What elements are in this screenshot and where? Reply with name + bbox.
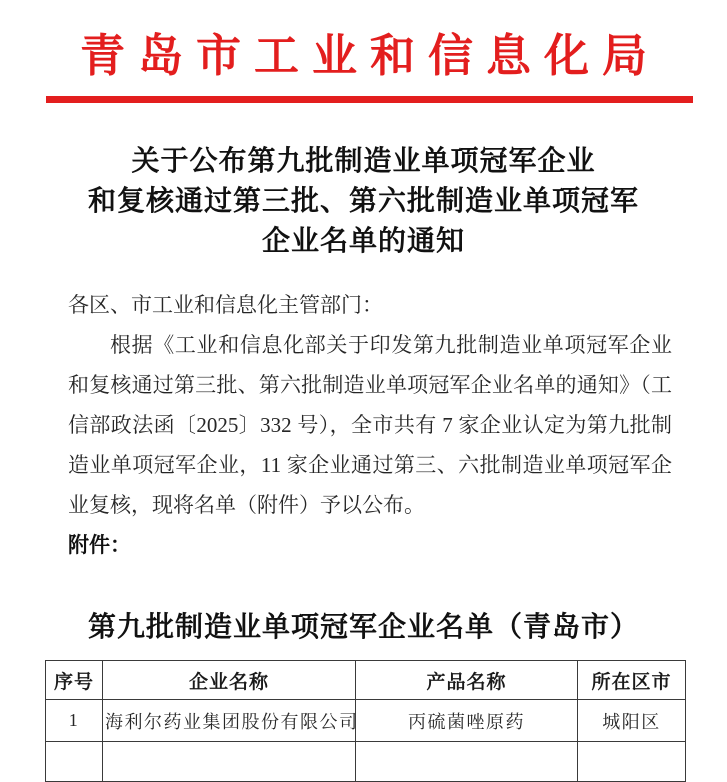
document-title-line-2: 和复核通过第三批、第六批制造业单项冠军 bbox=[87, 185, 639, 216]
masthead-double-rule bbox=[46, 96, 693, 103]
cell-product-name bbox=[356, 742, 578, 782]
paragraph-line: 业复核，现将名单（附件）予以公布。 bbox=[68, 493, 425, 517]
header-sequence: 序号 bbox=[46, 661, 103, 700]
paragraph-line: 信部政法函〔2025〕332 号），全市共有 7 家企业认定为第九批制 bbox=[68, 413, 672, 437]
header-company-name: 企业名称 bbox=[103, 661, 356, 700]
cell-district bbox=[578, 742, 686, 782]
table-row bbox=[46, 700, 686, 742]
cell-company-name: 海利尔药业集团股份有限公司 bbox=[103, 700, 356, 742]
attachment-title: 第九批制造业单项冠军企业名单（青岛市） bbox=[87, 611, 639, 642]
document-title-line-3: 企业名单的通知 bbox=[261, 225, 465, 256]
cell-company-name bbox=[103, 742, 356, 782]
header-product-name: 产品名称 bbox=[356, 661, 578, 700]
table-row-partial bbox=[46, 742, 686, 782]
cell-district: 城阳区 bbox=[578, 700, 686, 742]
document-title-line-1: 关于公布第九批制造业单项冠军企业 bbox=[131, 145, 596, 176]
salutation-line: 各区、市工业和信息化主管部门： bbox=[68, 293, 383, 317]
agency-masthead: 青岛市工业和信息化局 bbox=[79, 30, 660, 81]
cell-sequence bbox=[46, 742, 103, 782]
paragraph-line: 和复核通过第三批、第六批制造业单项冠军企业名单的通知》（工 bbox=[68, 373, 672, 397]
paragraph-line: 造业单项冠军企业，11 家企业通过第三、六批制造业单项冠军企 bbox=[68, 453, 672, 477]
header-district: 所在区市 bbox=[578, 661, 686, 700]
champion-enterprise-table bbox=[45, 660, 686, 782]
document-body bbox=[68, 285, 672, 565]
paragraph-line: 根据《工业和信息化部关于印发第九批制造业单项冠军企业 bbox=[110, 333, 672, 357]
document-title bbox=[0, 141, 727, 261]
cell-sequence: 1 bbox=[46, 700, 103, 742]
attachment-label: 附件： bbox=[68, 533, 131, 557]
table-header-row bbox=[46, 661, 686, 700]
document-page bbox=[0, 30, 727, 744]
cell-product-name: 丙硫菌唑原药 bbox=[356, 700, 578, 742]
